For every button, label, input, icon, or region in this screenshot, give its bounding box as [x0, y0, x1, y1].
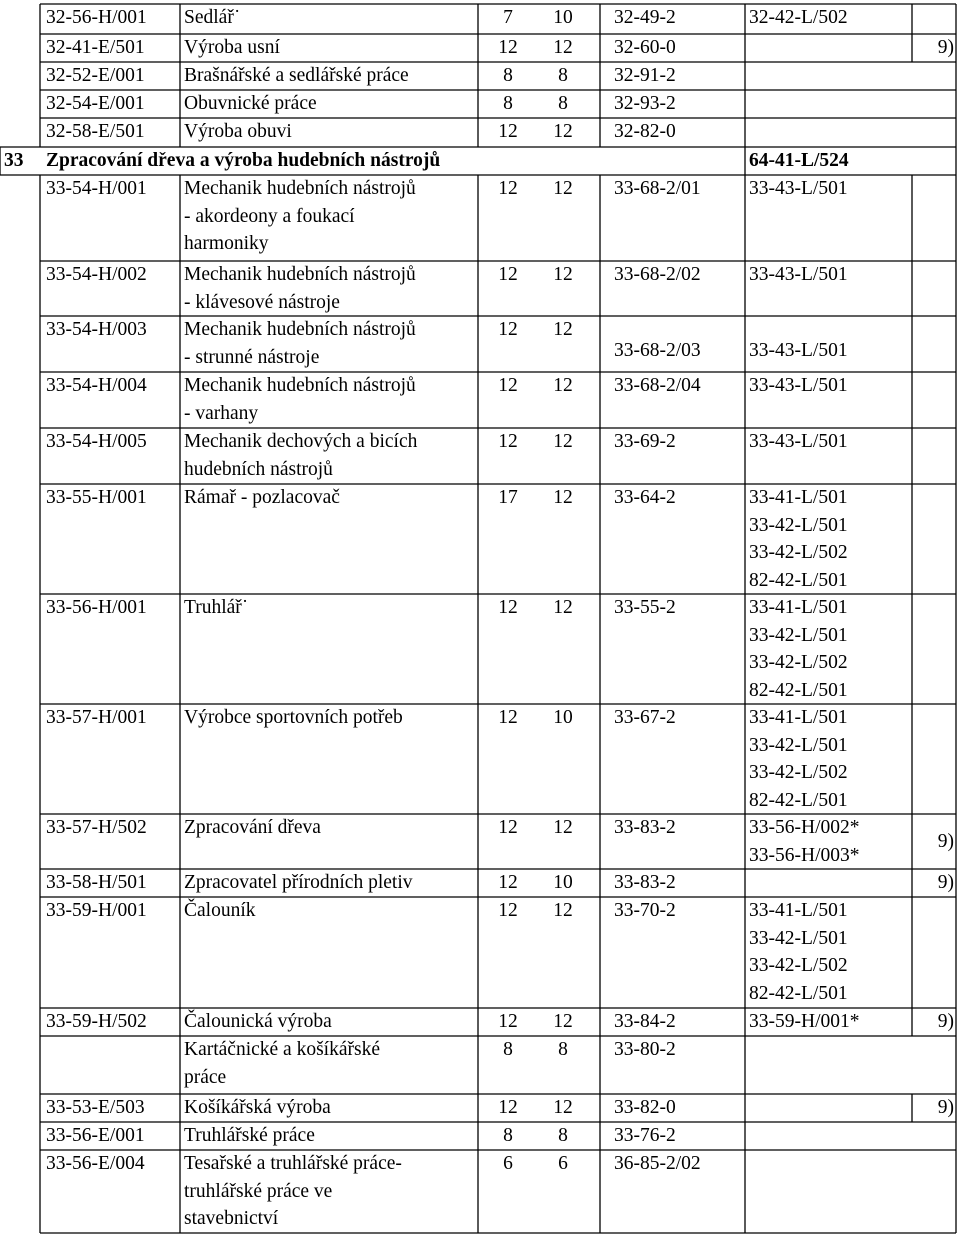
- row-code: 32-58-E/501: [46, 121, 145, 142]
- row-n1: 8: [503, 1125, 513, 1146]
- row-n2: 12: [553, 900, 573, 921]
- row-ref: 33-67-2: [614, 707, 676, 728]
- row-note: 9): [937, 830, 954, 852]
- row-n2: 12: [553, 1097, 573, 1118]
- row-ref: 33-55-2: [614, 597, 676, 618]
- row-follow: 33-41-L/501 33-42-L/501 33-42-L/502 82-42-L/501: [749, 900, 848, 1004]
- row-ref: 32-49-2: [614, 7, 676, 28]
- row-code: 33-54-H/002: [46, 264, 147, 285]
- row-ref: 33-83-2: [614, 872, 676, 893]
- row-n2: 12: [553, 1011, 573, 1032]
- row-ref: 33-69-2: [614, 431, 676, 452]
- row-n1: 17: [498, 487, 518, 508]
- row-n2: 10: [553, 872, 573, 893]
- row-ref: 32-91-2: [614, 65, 676, 86]
- row-name: Brašnářské a sedlářské práce: [184, 65, 409, 86]
- row-note: 9): [937, 1011, 954, 1032]
- row-code: 32-52-E/001: [46, 65, 145, 86]
- row-n1: 8: [503, 93, 513, 114]
- row-follow: 33-43-L/501: [749, 178, 848, 199]
- row-n1: 7: [503, 7, 513, 28]
- row-n1: 12: [498, 1097, 518, 1118]
- row-n1: 8: [503, 1039, 513, 1060]
- row-name: Výroba usní: [184, 37, 280, 58]
- row-n1: 12: [498, 264, 518, 285]
- row-name: Truhlářské práce: [184, 1125, 315, 1146]
- row-code: 33-56-H/001: [46, 597, 147, 618]
- row-code: 33-54-H/003: [46, 319, 147, 340]
- section-heading: Zpracování dřeva a výroba hudebních nástrojů: [46, 150, 441, 171]
- row-name: Výroba obuvi: [184, 121, 292, 142]
- row-n1: 12: [498, 872, 518, 893]
- section-code: 64-41-L/524: [749, 150, 849, 171]
- row-name: Mechanik hudebních nástrojů - klávesové nástroje: [184, 264, 416, 313]
- row-note: 9): [937, 37, 954, 58]
- row-ref: 33-84-2: [614, 1011, 676, 1032]
- row-ref: 33-68-2/01: [614, 178, 701, 199]
- row-n1: 12: [498, 817, 518, 838]
- row-n2: 8: [558, 1125, 568, 1146]
- row-n2: 10: [553, 7, 573, 28]
- row-n2: 12: [553, 319, 573, 340]
- row-code: 33-54-H/001: [46, 178, 147, 199]
- row-n1: 12: [498, 597, 518, 618]
- row-ref: 36-85-2/02: [614, 1153, 701, 1174]
- row-follow: 33-41-L/501 33-42-L/501 33-42-L/502 82-42-L/501: [749, 487, 848, 591]
- row-n2: 12: [553, 375, 573, 396]
- row-ref: 32-60-0: [614, 37, 676, 58]
- row-name: Rámař - pozlacovač: [184, 487, 340, 508]
- row-n2: 12: [553, 121, 573, 142]
- row-ref: 33-68-2/04: [614, 375, 701, 396]
- row-name: Mechanik hudebních nástrojů - akordeony a foukací harmoniky: [184, 178, 416, 254]
- row-n1: 12: [498, 178, 518, 199]
- row-follow: 33-41-L/501 33-42-L/501 33-42-L/502 82-42-L/501: [749, 597, 848, 701]
- row-follow: 33-56-H/002* 33-56-H/003*: [749, 817, 860, 866]
- row-ref: 33-82-0: [614, 1097, 676, 1118]
- row-n2: 8: [558, 1039, 568, 1060]
- row-n1: 12: [498, 375, 518, 396]
- row-n1: 12: [498, 37, 518, 58]
- row-follow: 33-43-L/501: [749, 431, 848, 452]
- row-name: Sedlář˙: [184, 7, 241, 28]
- row-name: Kartáčnické a košíkářské práce: [184, 1039, 380, 1088]
- row-name: Mechanik hudebních nástrojů - varhany: [184, 375, 416, 424]
- row-n1: 12: [498, 707, 518, 728]
- row-name: Obuvnické práce: [184, 93, 317, 114]
- row-name: Čalouník: [184, 900, 256, 921]
- row-code: 33-58-H/501: [46, 872, 147, 893]
- row-n2: 12: [553, 431, 573, 452]
- row-n1: 6: [503, 1153, 513, 1174]
- row-name: Mechanik hudebních nástrojů - strunné nástroje: [184, 319, 416, 368]
- row-n2: 12: [553, 178, 573, 199]
- row-code: 33-54-H/004: [46, 375, 147, 396]
- row-n1: 12: [498, 121, 518, 142]
- row-n2: 12: [553, 264, 573, 285]
- section-number: 33: [4, 150, 24, 171]
- row-n2: 12: [553, 487, 573, 508]
- row-n2: 8: [558, 93, 568, 114]
- row-code: 33-57-H/502: [46, 817, 147, 838]
- row-name: Zpracovatel přírodních pletiv: [184, 872, 413, 893]
- row-n2: 12: [553, 37, 573, 58]
- row-ref: 33-83-2: [614, 817, 676, 838]
- row-name: Mechanik dechových a bicích hudebních nástrojů: [184, 431, 418, 480]
- row-follow: 32-42-L/502: [749, 7, 848, 28]
- row-code: 33-59-H/001: [46, 900, 147, 921]
- row-n1: 12: [498, 900, 518, 921]
- row-name: Košíkářská výroba: [184, 1097, 331, 1118]
- row-n2: 12: [553, 817, 573, 838]
- row-ref: 33-70-2: [614, 900, 676, 921]
- row-code: 33-57-H/001: [46, 707, 147, 728]
- row-code: 33-56-E/001: [46, 1125, 145, 1146]
- row-code: 33-59-H/502: [46, 1011, 147, 1032]
- row-ref: 32-93-2: [614, 93, 676, 114]
- row-follow: 33-43-L/501: [749, 375, 848, 396]
- row-name: Truhlář˙: [184, 597, 249, 618]
- row-ref: 33-80-2: [614, 1039, 676, 1060]
- row-name: Tesařské a truhlářské práce- truhlářské práce ve stavebnictví: [184, 1153, 402, 1229]
- row-n2: 12: [553, 597, 573, 618]
- row-note: 9): [937, 1097, 954, 1118]
- row-n1: 12: [498, 1011, 518, 1032]
- row-ref: 33-76-2: [614, 1125, 676, 1146]
- row-follow: 33-59-H/001*: [749, 1011, 860, 1032]
- row-n1: 12: [498, 431, 518, 452]
- row-ref: 33-68-2/03: [614, 339, 701, 361]
- row-code: 33-55-H/001: [46, 487, 147, 508]
- row-n2: 10: [553, 707, 573, 728]
- row-code: 32-56-H/001: [46, 7, 147, 28]
- row-code: 33-56-E/004: [46, 1153, 145, 1174]
- row-follow: 33-43-L/501: [749, 339, 848, 361]
- row-code: 33-53-E/503: [46, 1097, 145, 1118]
- row-note: 9): [937, 872, 954, 893]
- row-n1: 8: [503, 65, 513, 86]
- row-follow: 33-43-L/501: [749, 264, 848, 285]
- row-follow: 33-41-L/501 33-42-L/501 33-42-L/502 82-42-L/501: [749, 707, 848, 811]
- row-ref: 32-82-0: [614, 121, 676, 142]
- row-n1: 12: [498, 319, 518, 340]
- row-name: Čalounická výroba: [184, 1011, 332, 1032]
- row-code: 33-54-H/005: [46, 431, 147, 452]
- row-ref: 33-68-2/02: [614, 264, 701, 285]
- row-code: 32-41-E/501: [46, 37, 145, 58]
- row-n2: 8: [558, 65, 568, 86]
- row-ref: 33-64-2: [614, 487, 676, 508]
- row-name: Výrobce sportovních potřeb: [184, 707, 403, 728]
- row-code: 32-54-E/001: [46, 93, 145, 114]
- row-name: Zpracování dřeva: [184, 817, 321, 838]
- row-n2: 6: [558, 1153, 568, 1174]
